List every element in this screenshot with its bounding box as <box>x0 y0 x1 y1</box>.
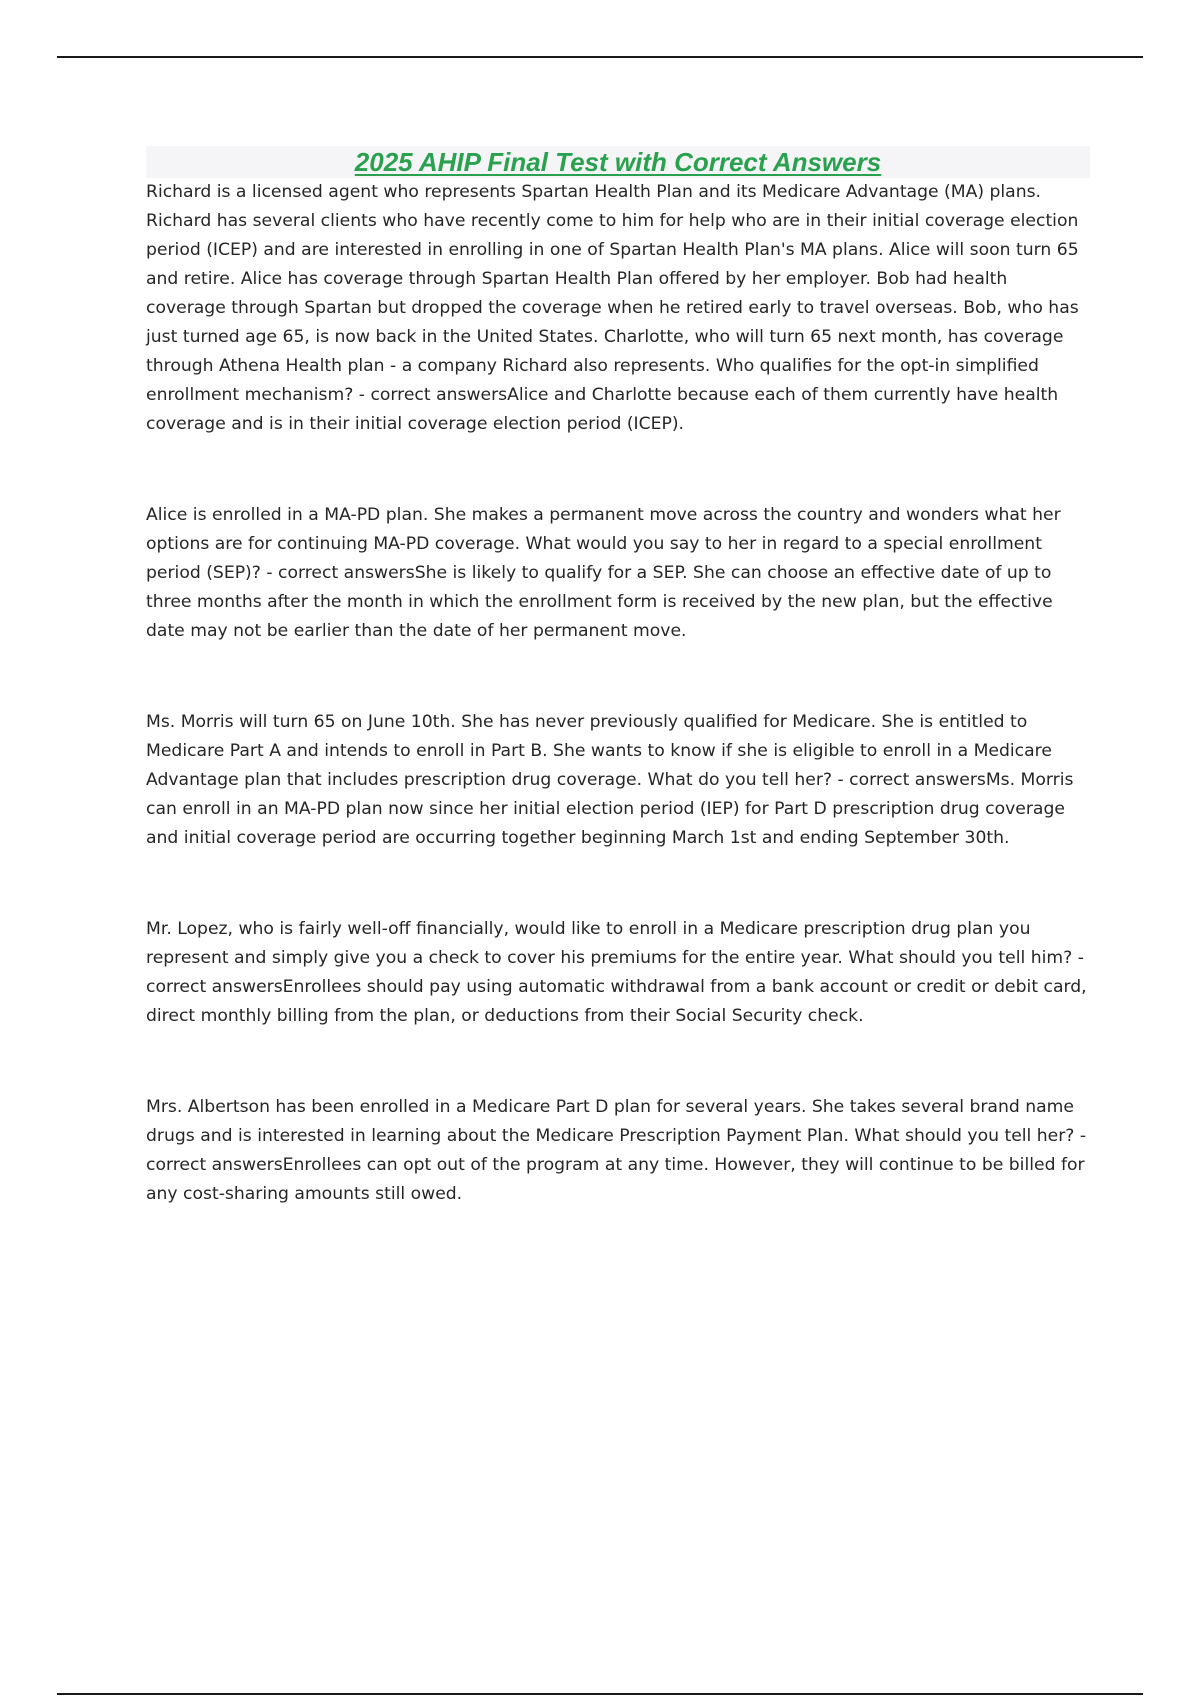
title-banner <box>146 146 1090 178</box>
document-title: 2025 AHIP Final Test with Correct Answers <box>354 147 882 177</box>
qa-entry-ms-morris-iep: Ms. Morris will turn 65 on June 10th. She has never previously qualified for Medicare. She is entitled to Medicare Part A and intends to enroll in Part B. She wants to know if she is eligible to enroll in a Medicare Advantage plan that includes prescription drug coverage. What do you tell her? - correct answersMs. Morris can enroll in an MA-PD plan now since her initial election period (IEP) for Part D prescription drug coverage and initial coverage period are occurring together beginning March 1st and ending September 30th. <box>146 712 1074 848</box>
qa-entry-mrs-albertson-payment-plan: Mrs. Albertson has been enrolled in a Medicare Part D plan for several years. She takes several brand name drugs and is interested in learning about the Medicare Prescription Payment Plan. What should you tell her? - correct answersEnrollees can opt out of the program at any time. However, they will continue to be billed for any cost-sharing amounts still owed. <box>146 1097 1087 1204</box>
qa-entry-icep-opt-in: Richard is a licensed agent who represents Spartan Health Plan and its Medicare Advantage (MA) plans. Richard has several clients who have recently come to him for help who are in their initial coverage election period (ICEP) and are interested in enrolling in one of Spartan Health Plan's MA plans. Alice will soon turn 65 and retire. Alice has coverage through Spartan Health Plan offered by her employer. Bob had health coverage through Spartan but dropped the coverage when he retired early to travel overseas. Bob, who has just turned age 65, is now back in the United States. Charlotte, who will turn 65 next month, has coverage through Athena Health plan - a company Richard also represents. Who qualifies for the opt-in simplified enrollment mechanism? - correct answersAlice and Charlotte because each of them currently have health coverage and is in their initial coverage election period (ICEP). <box>146 182 1079 434</box>
qa-entry-mr-lopez-premiums: Mr. Lopez, who is fairly well-off financially, would like to enroll in a Medicare prescription drug plan you represent and simply give you a check to cover his premiums for the entire year. What should you tell him? - correct answersEnrollees should pay using automatic withdrawal from a bank account or credit or debit card, direct monthly billing from the plan, or deductions from their Social Security check. <box>146 919 1087 1026</box>
qa-entry-sep-permanent-move: Alice is enrolled in a MA-PD plan. She makes a permanent move across the country and wonders what her options are for continuing MA-PD coverage. What would you say to her in regard to a special enrollment period (SEP)? - correct answersShe is likely to qualify for a SEP. She can choose an effective date of up to three months after the month in which the enrollment form is received by the new plan, but the effective date may not be earlier than the date of her permanent move. <box>146 505 1061 641</box>
header-rule <box>57 56 1143 58</box>
footer-rule <box>57 1693 1143 1695</box>
document-body <box>146 146 1090 1209</box>
